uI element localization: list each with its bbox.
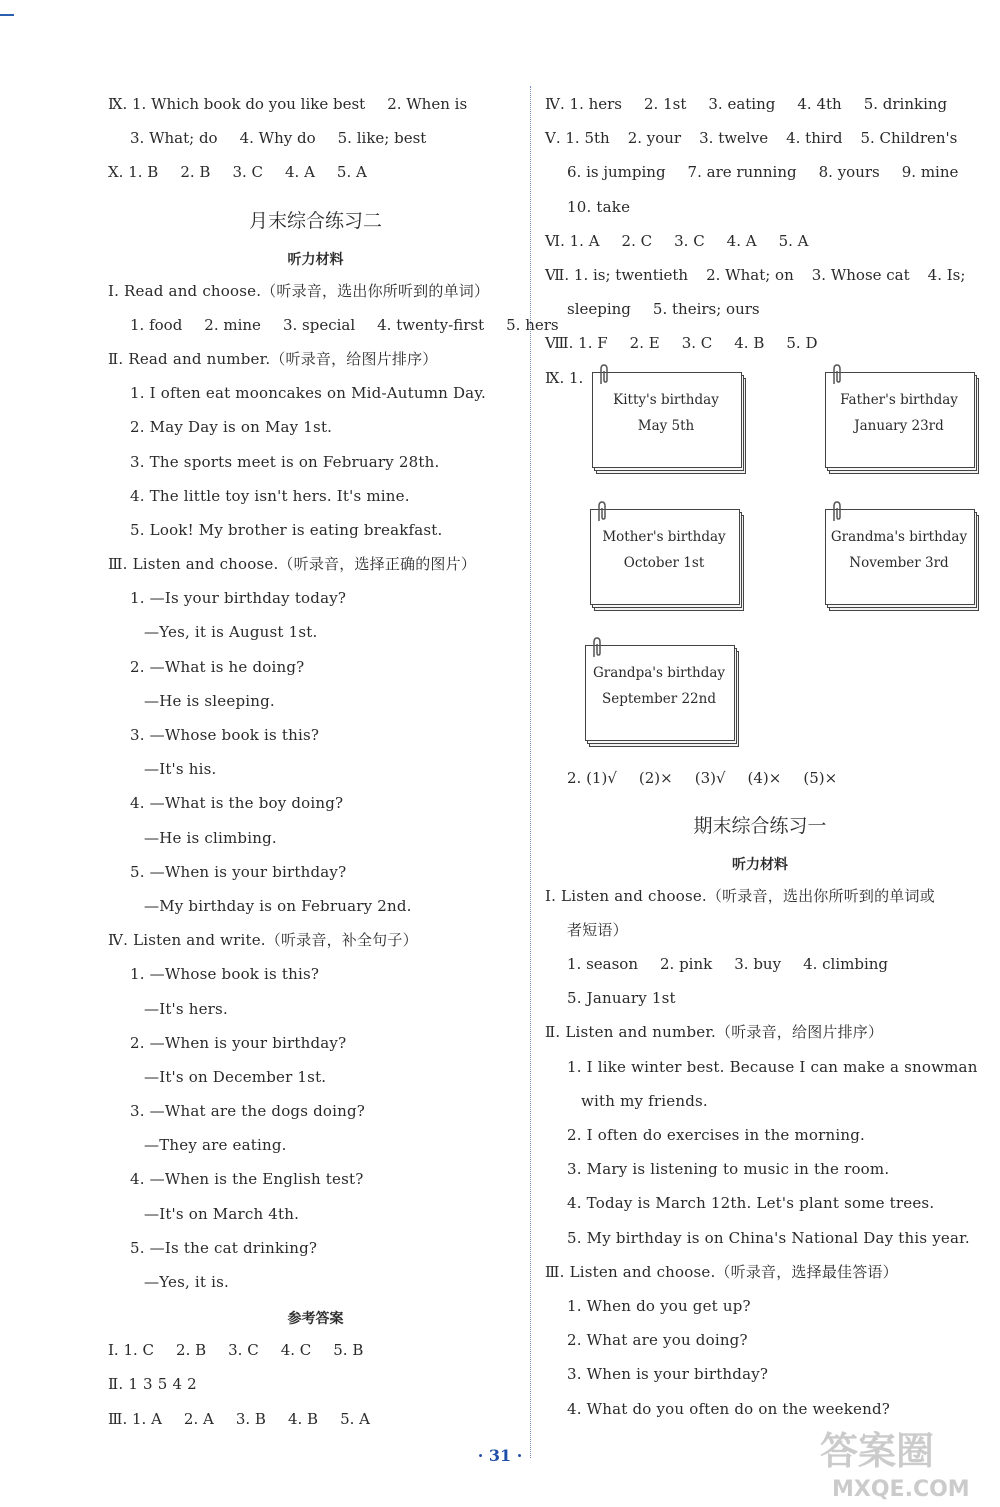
answer-line: Ⅲ. 1. A 2. A 3. B 4. B 5. A [108, 1409, 370, 1428]
answer-line: 1. food 2. mine 3. special 4. twenty-first 5. hers [130, 315, 559, 334]
part-instruction: Ⅰ. Listen and choose.（听录音，选出你所听到的单词或 [545, 886, 935, 905]
sentence: 5. Look! My brother is eating breakfast. [130, 520, 443, 539]
card-name: Father's birthday [840, 391, 958, 408]
question: 1. When do you get up? [567, 1296, 751, 1315]
watermark-logo [812, 1418, 997, 1504]
part-instruction: Ⅱ. Listen and number.（听录音，给图片排序） [545, 1023, 884, 1042]
answer-line: 5. January 1st [567, 989, 676, 1008]
birthday-card [585, 645, 735, 741]
dialogue-line: 2. —When is your birthday? [130, 1033, 347, 1052]
dialogue-line: 1. —Whose book is this? [130, 965, 320, 984]
answer-line: Ⅱ. 1 3 5 4 2 [108, 1375, 197, 1394]
sentence: 2. May Day is on May 1st. [130, 418, 333, 437]
answer-line: Ⅴ. 1. 5th 2. your 3. twelve 4. third 5. Children's [545, 129, 958, 148]
sentence: with my friends. [581, 1091, 708, 1110]
answer-line: Ⅰ. 1. C 2. B 3. C 4. C 5. B [108, 1341, 364, 1360]
part-instruction: Ⅲ. Listen and choose.（听录音，选择最佳答语） [545, 1262, 898, 1281]
answer-line: Ⅶ. 1. is; twentieth 2. What; on 3. Whose cat 4. Is; [545, 265, 966, 284]
answer-line: Ⅹ. 1. B 2. B 3. C 4. A 5. A [108, 163, 367, 182]
question: 3. When is your birthday? [567, 1365, 769, 1384]
part-instruction: Ⅱ. Read and number.（听录音，给图片排序） [108, 349, 438, 368]
birthday-card [590, 509, 740, 605]
left-column [108, 88, 559, 1437]
card-date: January 23rd [854, 417, 944, 434]
card-date: September 22nd [602, 690, 716, 707]
watermark-text: 答案圈 [820, 1429, 935, 1473]
listening-heading: 听力材料 [287, 251, 344, 268]
answer-line: 6. is jumping 7. are running 8. yours 9. mine [567, 163, 959, 182]
dialogue-line: —It's on December 1st. [144, 1067, 327, 1086]
paperclip-icon [591, 637, 603, 659]
dialogue-line: —Yes, it is August 1st. [144, 623, 318, 642]
answer-line: Ⅸ. 1. Which book do you like best 2. When is [108, 95, 468, 113]
card-name: Grandma's birthday [830, 528, 968, 545]
answer-line: Ⅷ. 1. F 2. E 3. C 4. B 5. D [545, 334, 818, 353]
question: 4. What do you often do on the weekend? [567, 1399, 891, 1418]
answer-line: 10. take [567, 197, 631, 216]
paperclip-icon [831, 364, 843, 386]
answer-line: sleeping 5. theirs; ours [567, 300, 760, 319]
dialogue-line: —They are eating. [144, 1136, 287, 1155]
sentence: 4. Today is March 12th. Let's plant some trees. [567, 1194, 935, 1213]
answer-line: Ⅳ. 1. hers 2. 1st 3. eating 4. 4th 5. drinking [545, 95, 948, 113]
birthday-card [825, 372, 975, 468]
dialogue-line: —He is sleeping. [144, 691, 275, 710]
dialogue-line: —My birthday is on February 2nd. [144, 896, 412, 915]
birthday-card [825, 509, 975, 605]
sentence: 2. I often do exercises in the morning. [567, 1126, 865, 1144]
dialogue-line: —He is climbing. [144, 828, 277, 847]
dialogue-line: 5. —When is your birthday? [130, 862, 347, 881]
sentence: 4. The little toy isn't hers. It's mine. [130, 486, 410, 505]
dialogue-line: 3. —Whose book is this? [130, 726, 320, 744]
card-date: November 3rd [849, 554, 949, 571]
card-date: May 5th [637, 417, 695, 434]
dialogue-line: —Yes, it is. [144, 1273, 229, 1291]
dialogue-line: 5. —Is the cat drinking? [130, 1238, 318, 1257]
paperclip-icon [598, 364, 610, 386]
birthday-card [592, 372, 742, 468]
question-label: Ⅸ. 1. [545, 368, 584, 387]
part-instruction: Ⅲ. Listen and choose.（听录音，选择正确的图片） [108, 555, 477, 574]
dialogue-line: —It's his. [144, 760, 217, 779]
part-instruction-cont: 者短语） [567, 920, 628, 939]
section-title: 期末综合练习一 [693, 814, 827, 837]
birthday-cards [545, 362, 975, 762]
dialogue-line: —It's on March 4th. [144, 1204, 300, 1223]
answer-line: 2. (1)√ (2)× (3)√ (4)× (5)× [567, 768, 838, 787]
paperclip-icon [831, 501, 843, 523]
answer-line: 3. What; do 4. Why do 5. like; best [130, 129, 427, 148]
dialogue-line: 3. —What are the dogs doing? [130, 1102, 366, 1121]
card-name: Grandpa's birthday [592, 664, 726, 681]
watermark-url: MXQE.COM [832, 1477, 970, 1502]
dialogue-line: —It's hers. [144, 999, 228, 1018]
listening-heading: 听力材料 [732, 856, 788, 873]
dialogue-line: 2. —What is he doing? [130, 657, 305, 676]
column-divider [530, 86, 532, 1458]
dialogue-line: 1. —Is your birthday today? [130, 589, 347, 608]
dialogue-line: 4. —What is the boy doing? [130, 794, 344, 813]
sentence: 1. I like winter best. Because I can make a snowman [567, 1057, 978, 1076]
part-instruction: Ⅰ. Read and choose.（听录音，选出你所听到的单词） [108, 281, 490, 300]
card-name: Mother's birthday [602, 528, 726, 545]
sentence: 3. Mary is listening to music in the room. [567, 1160, 890, 1179]
sentence: 1. I often eat mooncakes on Mid-Autumn Day. [130, 384, 486, 403]
dialogue-line: 4. —When is the English test? [130, 1170, 364, 1189]
answers-heading: 参考答案 [287, 1311, 344, 1328]
sentence: 3. The sports meet is on February 28th. [130, 452, 440, 471]
card-date: October 1st [623, 554, 705, 571]
question: 2. What are you doing? [567, 1331, 748, 1350]
sentence: 5. My birthday is on China's National Day this year. [567, 1228, 970, 1247]
page-number: · 31 · [477, 1446, 523, 1465]
corner-mark [0, 14, 14, 16]
card-name: Kitty's birthday [613, 391, 719, 408]
part-instruction: Ⅳ. Listen and write.（听录音，补全句子） [108, 931, 418, 950]
section-title: 月末综合练习二 [248, 209, 382, 232]
answer-line: Ⅵ. 1. A 2. C 3. C 4. A 5. A [545, 231, 809, 250]
paperclip-icon [596, 501, 608, 523]
right-column [545, 88, 978, 1427]
answer-line: 1. season 2. pink 3. buy 4. climbing [567, 955, 889, 974]
